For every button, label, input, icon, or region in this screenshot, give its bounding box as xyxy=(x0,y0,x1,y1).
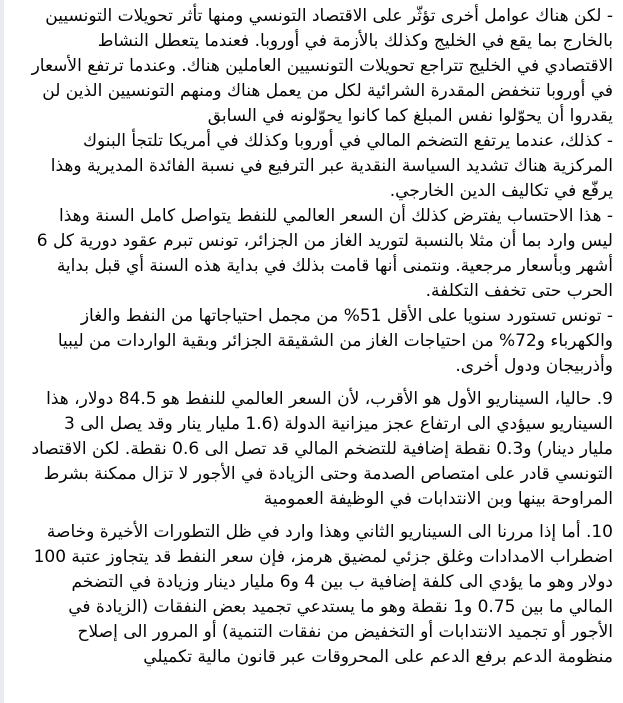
paragraph-oil-price-assumption: - هذا الاحتساب يفترض كذلك أن السعر العالمي للنفط يتواصل كامل السنة وهذا ليس وارد بما أن مثلا بالنسبة لتوريد الغاز من الجزائر، تونس تبرم عقود دورية كل 6 أشهر وبأسعار مرجعية. ونتمنى أنها قامت بذلك في بداية هذه السنة أي قبل بداية الحرب حتى تخفف التكلفة. xyxy=(36,206,613,301)
left-edge-strip xyxy=(0,0,4,703)
paragraph-scenario-2: 10. أما إذا مررنا الى السيناريو الثاني وهذا وارد في ظل التطورات الأخيرة وخاصة اضطراب الامدادات وغلق جزئي لمضيق هرمز، فإن سعر النفط قد يتجاوز عتبة 100 دولار وهو ما يؤدي الى كلفة إضافية ب بين 4 و6 مليار دينار وزيادة في التضخم المالي ما بين 0.75 و1 نقطة وهو ما يستدعي تجميد بعض النفقات (الزيادة في الأجور أو تجميد الانتدابات أو التخفيض من نفقات التنمية) أو المرور الى إصلاح منظومة الدعم برفع الدعم على المحروقات عبر قانون مالية تكميلي xyxy=(33,522,613,667)
paragraph-inflation-monetary-policy: - كذلك، عندما يرتفع التضخم المالي في أوروبا وكذلك في أمريكا تلتجأ البنوك المركزية هناك تشديد السياسة النقدية عبر الترفيع في نسبة الفائدة المديرية وهذا يرفّع في تكاليف الدين الخارجي. xyxy=(50,131,613,201)
paragraph-remittances: - لكن هناك عوامل أخرى تؤثّر على الاقتصاد التونسي ومنها تأثر تحويلات التونسيين بالخارج بما يقع في الخليج وكذلك بالأزمة في أوروبا. فعندما يتعطل النشاط الاقتصادي في الخليج تتراجع تحويلات التونسيين العاملين هناك. وعندما ترتفع الأسعار في أوروبا تنخفض المقدرة الشرائية لكل من يعمل هناك ومنهم التونسيين الذين لن يقدروا أن يحوّلوا نفس المبلغ كما كانوا يحوّلونه في السابق xyxy=(31,6,613,126)
paragraph-scenario-1: 9. حاليا، السيناريو الأول هو الأقرب، لأن السعر العالمي للنفط هو 84.5 دولار، هذا السيناريو سيؤدي الى ارتفاع عجز ميزانية الدولة (1.6 مليار ينار وقد يصل الى 3 مليار دينار) و0.3 نقطة إضافية للتضخم المالي قد تصل الى 0.6 نقطة. لكن الاقتصاد التونسي قادر على امتصاص الصدمة وحتى الزيادة في الأجور لا تزال ممكنة بشرط المراوحة بينها وبن الانتدابات في الوظيفة العمومية xyxy=(31,389,613,509)
paragraph-energy-imports: - تونس تستورد سنويا على الأقل 51% من مجمل احتياجاتها من النفط والغاز والكهرباء و72% من احتياجات الغاز من الشقيقة الجزائر وبقية الواردات من ليبيا وأذربيجان ودول أخرى. xyxy=(57,306,613,376)
